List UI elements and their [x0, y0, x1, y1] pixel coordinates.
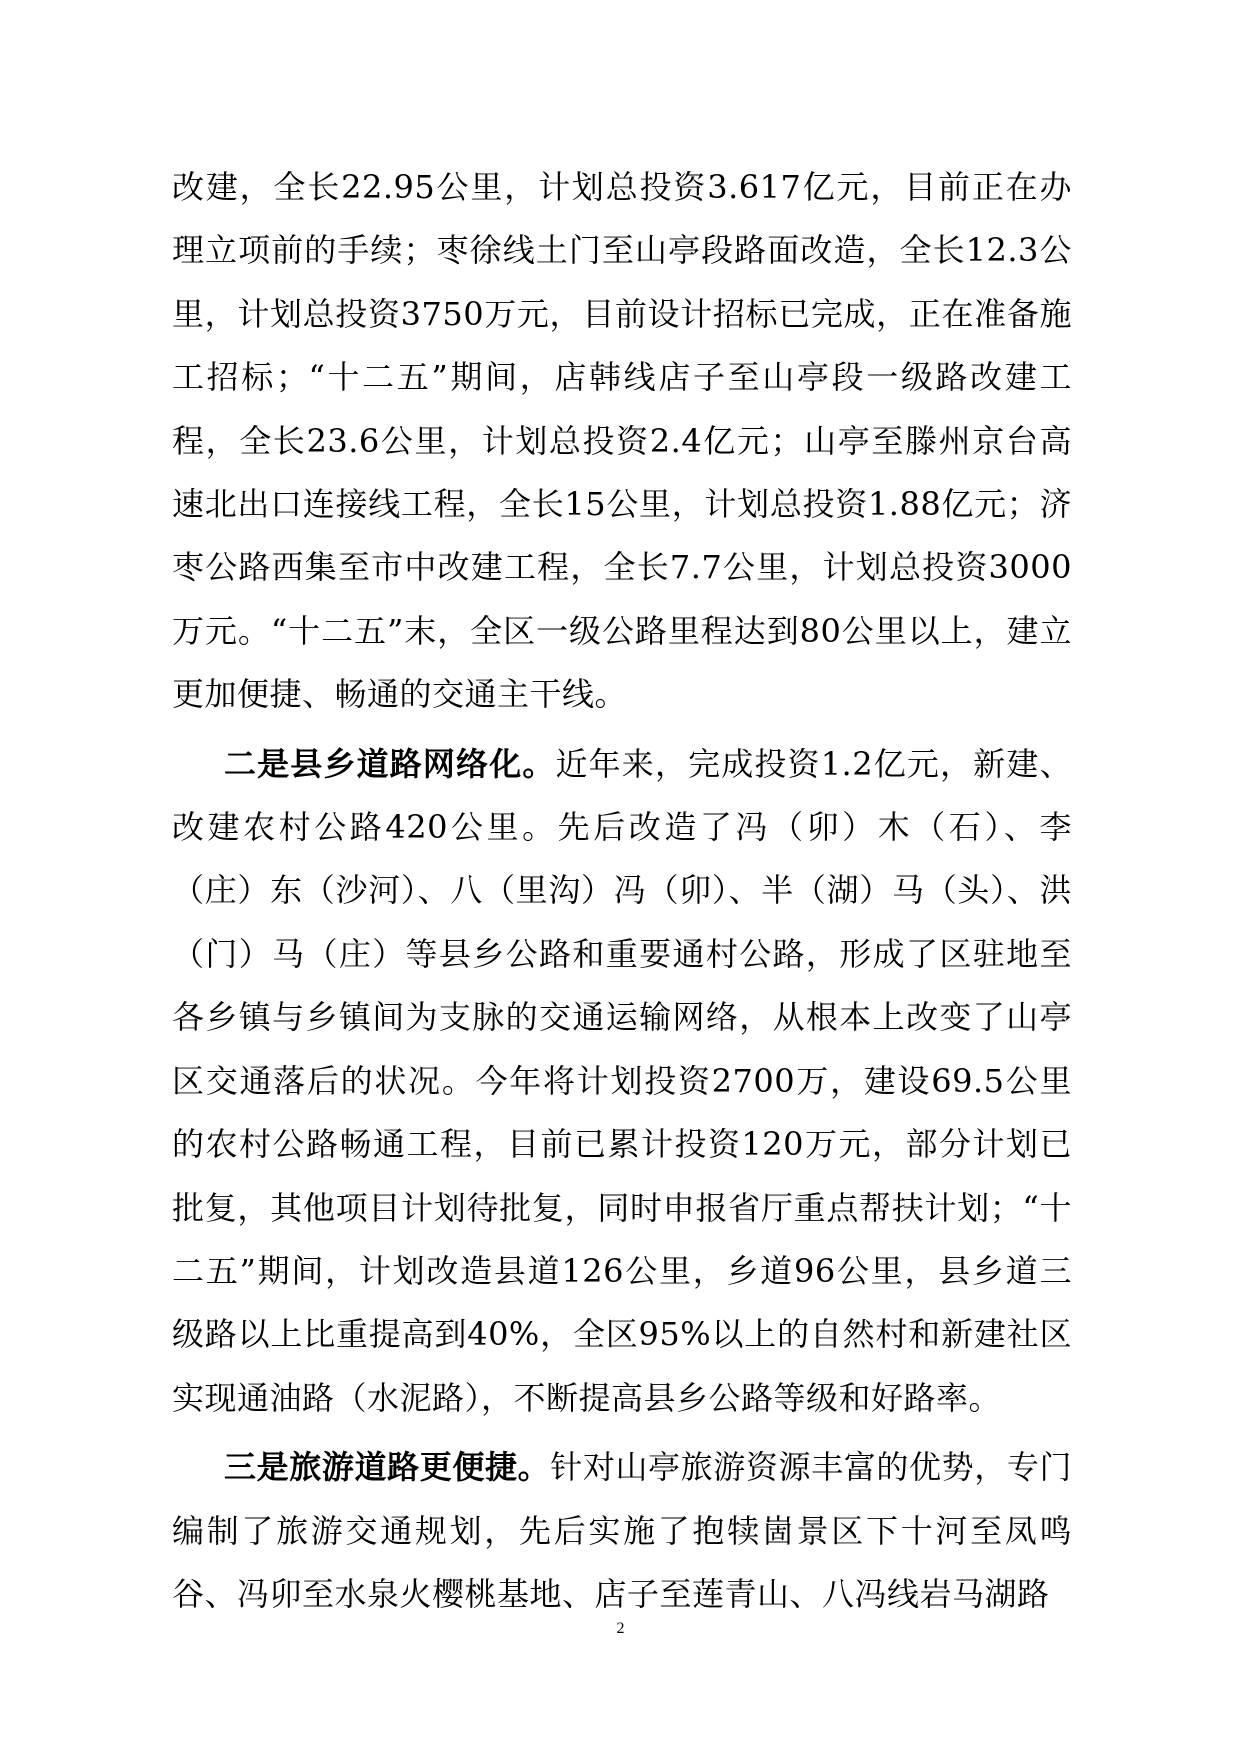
document-body: [172, 156, 1072, 1632]
paragraph-county-roads: [172, 733, 1072, 1430]
paragraph-lead-heading: 三是旅游道路更便捷。: [224, 1448, 551, 1487]
paragraph-text: 改建，全长22.95公里，计划总投资3.617亿元，目前正在办理立项前的手续；枣徐线土门至山亭段路面改造，全长12.3公里，计划总投资3750万元，目前设计招标已完成，正在准备施工招标；“十二五”期间，店韩线店子至山亭段一级路改建工程，全长23.6公里，计划总投资2.4亿元；山亭至滕州京台高速北出口连接线工程，全长15公里，计划总投资1.88亿元；济枣公路西集至市中改建工程，全长7.7公里，计划总投资3000万元。“十二五”末，全区一级公路里程达到80公里以上，建立更加便捷、畅通的交通主干线。: [172, 168, 1072, 714]
paragraph-text: 针对山亭旅游资源丰富的优势，专门编制了旅游交通规划，先后实施了抱犊崮景区下十河至凤鸣谷、冯卯至水泉火樱桃基地、店子至莲青山、八冯线岩马湖路: [172, 1448, 1072, 1613]
page-number: 2: [616, 1620, 625, 1637]
paragraph-tourism-roads: [172, 1436, 1072, 1626]
paragraph-text: 近年来，完成投资1.2亿元，新建、改建农村公路420公里。先后改造了冯（卯）木（石）、李（庄）东（沙河）、八（里沟）冯（卯）、半（湖）马（头）、洪（门）马（庄）等县乡公路和重要通村公路，形成了区驻地至各乡镇与乡镇间为支脉的交通运输网络，从根本上改变了山亭区交通落后的状况。今年将计划投资2700万，建设69.5公里的农村公路畅通工程，目前已累计投资120万元，部分计划已批复，其他项目计划待批复，同时申报省厅重点帮扶计划；“十二五”期间，计划改造县道126公里，乡道96公里，县乡道三级路以上比重提高到40%，全区95%以上的自然村和新建社区实现通油路（水泥路），不断提高县乡公路等级和好路率。: [172, 744, 1072, 1417]
paragraph-continued: [172, 156, 1072, 727]
paragraph-lead-heading: 二是县乡道路网络化。: [224, 744, 556, 783]
